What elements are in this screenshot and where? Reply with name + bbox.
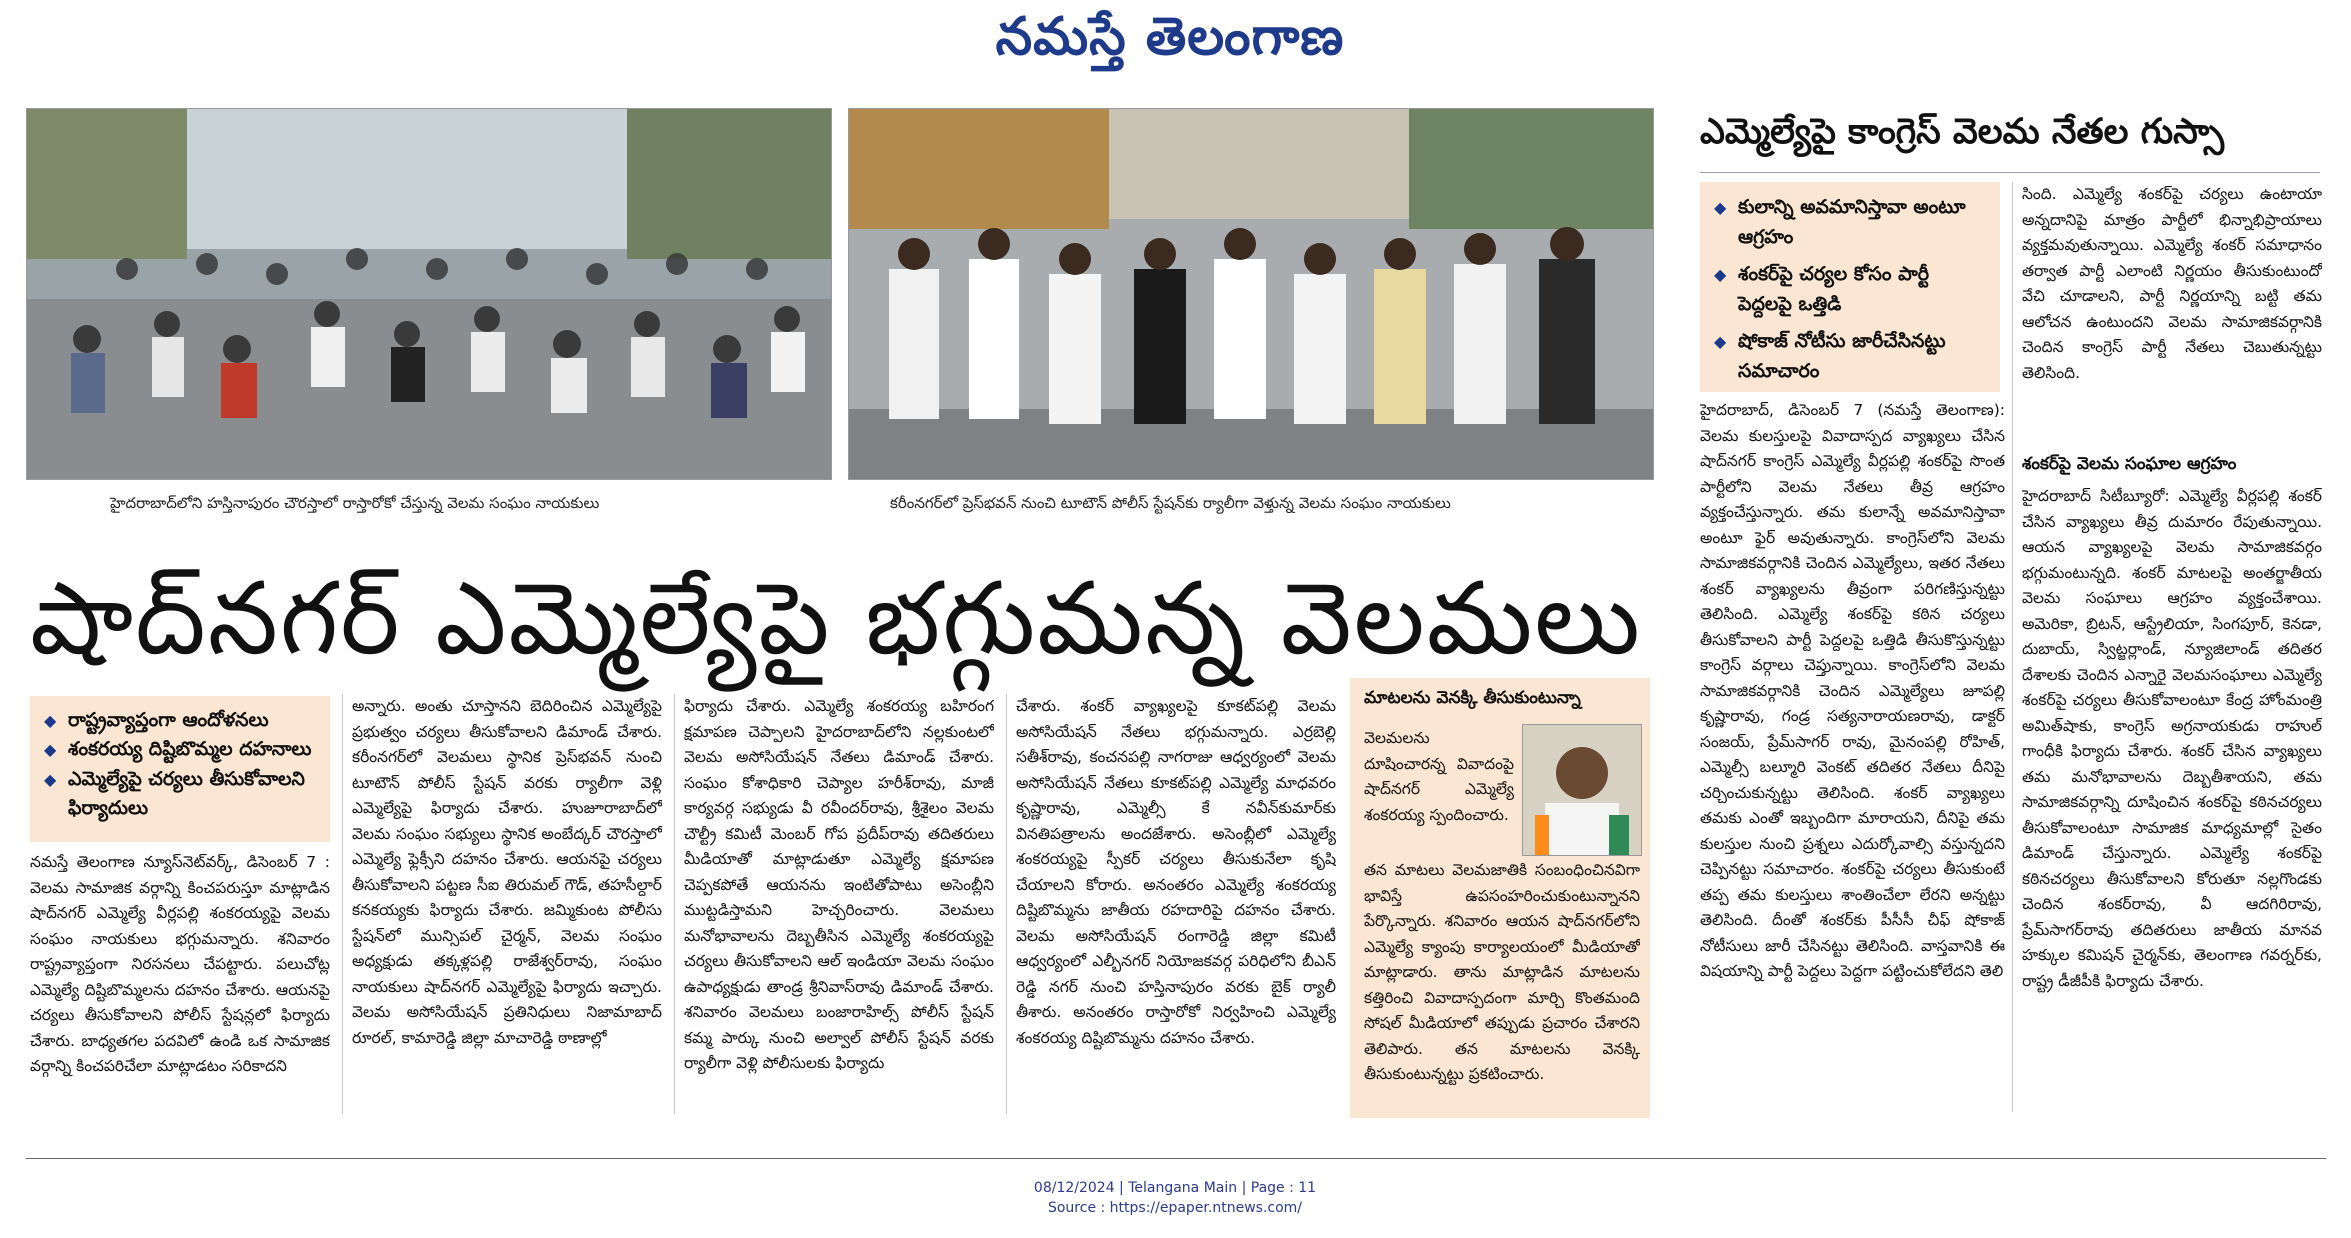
bullet-icon: ◆ — [1714, 264, 1727, 284]
mla-photo — [1522, 724, 1642, 856]
left-photo-caption: హైదరాబాద్‌లోని హస్తినాపురం చౌరస్తాలో రాస్తారోకో చేస్తున్న వెలమ సంఘం నాయకులు — [110, 494, 600, 512]
sidebar-body: తన మాటలు వెలమజాతికి సంబంధించినవిగా భావిస్తే ఉపసంహరించుకుంటున్నానని పేర్కొన్నారు. శనివారం ఆయన షాద్‌నగర్‌లోని ఎమ్మెల్యే క్యాంపు కార్యాలయంలో మీడియాతో మాట్లాడారు. తాను మాట్లాడిన మాటలను కత్తిరించి వివాదాస్పదంగా మార్చి కొంతమంది సోషల్ మీడియాలో తప్పుడు ప్రచారం చేశారని తెలిపారు. తన మాటలను వెనక్కి తీసుకుంటున్నట్టు ప్రకటించారు. — [1364, 861, 1640, 1083]
bullet-icon: ◆ — [1714, 198, 1727, 217]
right-article-col1: హైదరాబాద్, డిసెంబర్ 7 (నమస్తే తెలంగాణ): వెలమ కులస్తులపై వివాదాస్పద వ్యాఖ్యలు చేసిన షాద్‌నగర్ కాంగ్రెస్ ఎమ్మెల్యే వీర్లపల్లి శంకర్‌పై సొంత పార్టీలోని వెలమ నేతలు తీవ్ర ఆగ్రహం వ్యక్తంచేస్తున్నారు. తమ కులాన్నే అవమానిస్తావా అంటూ ఫైర్ అవుతున్నారు. కాంగ్రెస్‌లోని వెలమ సామాజికవర్గానికి చెందిన ఎమ్మెల్యేలు, ఇతర నేతలు శంకర్ వ్యాఖ్యలను తీవ్రంగా పరిగణిస్తున్నట్టు తెలిసింది. ఎమ్మెల్యే శంకర్‌పై కఠిన చర్యలు తీసుకోవాలని పార్టీ పెద్దలపై ఒత్తిడి తీసుకొస్తున్నట్టు కాంగ్రెస్ వర్గాలు చెప్తున్నాయి. కాంగ్రెస్‌లోని వెలమ సామాజికవర్గానికి చెందిన ఎమ్మెల్యేలు జూపల్లి కృష్ణారావు, గండ్ర సత్యనారాయణరావు, డాక్టర్ సంజయ్, ప్రేమ్‌సాగర్ రావు, మైనంపల్లి రోహిత్, ఎమ్మెల్సీ బల్మూరి వెంకట్ తదితర నేతలు దీనిపై చర్చించుకున్నట్టు తెలిసింది. శంకర్ వ్యాఖ్యలు తమకు ఎంతో ఇబ్బందిగా మారాయని, దీనిపై తమ కులస్తుల నుంచి ప్రశ్నలు ఎదుర్కోవాల్సి వస్తున్నదని చెప్పినట్టు సమాచారం. శంకర్‌పై చర్యలు తీసుకుంటే తప్ప తమ కులస్తులు శాంతించేలా లేరని అన్నట్టు తెలిసింది. దీంతో శంకర్‌కు పీసీసీ చీఫ్ షోకాజ్ నోటీసులు జారీ చేసినట్టు తెలిసింది. వాస్తవానికి ఈ విషయాన్ని పార్టీ పెద్దలు పెద్దగా పట్టించుకోలేదని తెలి — [1700, 401, 2005, 980]
sidebar-title: మాటలను వెనక్కి తీసుకుంటున్నా — [1364, 688, 1581, 708]
highlight-item: ◆ శంకరయ్య దిష్టిబొమ్మల దహనాలు — [44, 735, 316, 764]
highlight-item: ◆ ఎమ్మెల్యేపై చర్యలు తీసుకోవాలని ఫిర్యాదులు — [44, 767, 305, 820]
footer-date-page: 08/12/2024 | Telangana Main | Page : 11 — [1033, 1180, 1317, 1196]
masthead-logo: నమస్తే తెలంగాణ — [995, 6, 1345, 67]
highlight-item: ◆ కులాన్ని అవమానిస్తావా అంటూ ఆగ్రహం — [1714, 196, 1966, 249]
left-article-col3: ఫిర్యాదు చేశారు. ఎమ్మెల్యే శంకరయ్య బహిరంగ క్షమాపణ చెప్పాలని హైదరాబాద్‌లోని నల్లకుంటలో వెలమ అసోసియేషన్ నేతలు డిమాండ్ చేశారు. సంఘం కోశాధికారి చెప్యాల హరీశ్‌రావు, మాజీ కార్యవర్గ సభ్యుడు వీ రవీందర్‌రావు, శ్రీశైలం వెలమ చౌల్ట్రీ కమిటీ మెంబర్ గోప ప్రదీప్‌రావు తదితరులు మీడియాతో మాట్లాడుతూ ఎమ్మెల్యే క్షమాపణ చెప్పకపోతే ఆయనను ఇంటితోపాటు అసెంబ్లీని ముట్టడిస్తామని హెచ్చరించారు. వెలమలు మనోభావాలను దెబ్బతీసిన ఎమ్మెల్యే శంకరయ్యపై చర్యలు తీసుకోవాలని ఆల్ ఇండియా వెలమ సంఘం ఉపాధ్యక్షుడు తాండ్ర శ్రీనివాస్‌రావు డిమాండ్ చేశారు. శనివారం వెలమలు బంజారాహిల్స్ పోలీస్ స్టేషన్ కమ్మ పార్కు నుంచి అల్వాల్ పోలీస్ స్టేషన్ వరకు ర్యాలీగా వెళ్లి పోలీసులకు ఫిర్యాదు — [684, 697, 994, 1072]
protest-photo-left — [26, 108, 832, 480]
footer-source[interactable]: Source : https://epaper.ntnews.com/ — [1047, 1200, 1303, 1216]
bullet-icon: ◆ — [44, 711, 57, 730]
bullet-icon: ◆ — [44, 769, 57, 789]
highlight-item: ◆ షోకాజ్ నోటీసు జారీచేసినట్టు సమాచారం — [1714, 329, 1946, 382]
right-article-subhead: శంకర్‌పై వెలమ సంఘాల ఆగ్రహం — [2022, 454, 2237, 474]
main-headline: షాద్‌నగర్ ఎమ్మెల్యేపై భగ్గుమన్న వెలమలు — [30, 560, 1642, 677]
bullet-icon: ◆ — [1714, 331, 1727, 351]
right-article-col2-bottom: హైదరాబాద్ సిటీబ్యూరో: ఎమ్మెల్యే వీర్లపల్లి శంకర్ చేసిన వ్యాఖ్యలు తీవ్ర దుమారం రేపుతున్నాయి. ఆయన వ్యాఖ్యలపై వెలమ సామాజికవర్గం భగ్గుమంటున్నది. శంకర్ మాటలపై అంతర్జాతీయ వెలమ సంఘాలు ఆగ్రహం వ్యక్తంచేశాయి. అమెరికా, బ్రిటన్, ఆస్ట్రేలియా, సింగపూర్, కెనడా, దుబాయ్, స్విట్జర్లాండ్, న్యూజిలాండ్ తదితర దేశాలకు చెందిన ఎన్నారై వెలమసంఘాలు ఎమ్మెల్యే శంకర్‌పై చర్యలు తీసుకోవాలంటూ కేంద్ర హోంమంత్రి అమిత్‌షాకు, కాంగ్రెస్ అగ్రనాయకుడు రాహుల్ గాంధీకి ఫిర్యాదు చేశారు. శంకర్ చేసిన వ్యాఖ్యలు తమ మనోభావాలను దెబ్బతీశాయని, తమ సామాజికవర్గాన్ని దూషించిన శంకర్‌పై కఠినచర్యలు తీసుకోవాలంటూ సామాజిక మాధ్యమాల్లో సైతం డిమాండ్ చేస్తున్నారు. ఎమ్మెల్యే శంకర్‌పై కఠినచర్యలు తీసుకోవాలని కోరుతూ నల్లగొండకు చెందిన శంకర్‌రావు, వీ ఆదగిరిరావు, ప్రేమ్‌సాగర్‌రావు తదితరులు జాతీయ మానవ హక్కుల కమిషన్ చైర్మన్‌కు, తెలంగాణ గవర్నర్‌కు, రాష్ట్ర డీజీపీకి ఫిర్యాదు చేశారు. — [2022, 487, 2322, 990]
rally-photo-right — [848, 108, 1654, 480]
left-article-col1: నమస్తే తెలంగాణ న్యూస్‌నెట్‌వర్క్, డిసెంబర్ 7 : వెలమ సామాజిక వర్గాన్ని కించపరుస్తూ మాట్లాడిన షాద్‌నగర్ ఎమ్మెల్యే వీర్లపల్లి శంకరయ్యపై వెలమ సంఘం నాయకులు భగ్గుమన్నారు. శనివారం రాష్ట్రవ్యాప్తంగా నిరసనలు చేపట్టారు. పలుచోట్ల ఎమ్మెల్యే దిష్టిబొమ్మలను దహనం చేశారు. ఆయనపై చర్యలు తీసుకోవాలని పోలీస్ స్టేషన్లలో ఫిర్యాదు చేశారు. బాధ్యతగల పదవిలో ఉండి ఒక సామాజిక వర్గాన్ని కించపరిచేలా మాట్లాడటం సరికాదని — [30, 853, 330, 1075]
highlight-item: ◆ రాష్ట్రవ్యాప్తంగా ఆందోళనలు — [44, 706, 316, 735]
right-highlights-box — [1700, 182, 2000, 392]
left-article-col4: చేశారు. శంకర్ వ్యాఖ్యలపై కూకట్‌పల్లి వెలమ అసోసియేషన్ నేతలు భగ్గుమన్నారు. ఎర్రబెల్లి సతీశ్‌రావు, కంచనపల్లి నాగరాజు ఆధ్వర్యంలో వెలమ అసోసియేషన్ నేతలు కూకట్‌పల్లి ఎమ్మెల్యే మాధవరం కృష్ణారావు, ఎమ్మెల్సీ కే నవీన్‌కుమార్‌కు వినతిపత్రాలను అందజేశారు. అసెంబ్లీలో ఎమ్మెల్యే శంకరయ్యపై స్పీకర్ చర్యలు తీసుకునేలా కృషి చేయాలని కోరారు. అనంతరం ఎమ్మెల్యే శంకరయ్య దిష్టిబొమ్మను జాతీయ రహదారిపై దహనం చేశారు. వెలమ అసోసియేషన్ రంగారెడ్డి జిల్లా కమిటీ ఆధ్వర్యంలో ఎల్బీనగర్ నియోజకవర్గ పరిధిలోని బీఎన్ రెడ్డి నగర్ నుంచి హస్తినాపురం వరకు బైక్ ర్యాలీ తీశారు. అనంతరం రాస్తారోకో నిర్వహించి ఎమ్మెల్యే శంకరయ్య దిష్టిబొమ్మను దహనం చేశారు. — [1016, 697, 1336, 1047]
right-photo-caption: కరీంనగర్‌లో ప్రెస్‌భవన్ నుంచి టూటౌన్ పోలీస్ స్టేషన్‌కు ర్యాలీగా వెళ్తున్న వెలమ సంఘం నాయకులు — [890, 494, 1451, 512]
highlight-item: ◆ శంకర్‌పై చర్యల కోసం పార్టీ పెద్దలపై ఒత్తిడి — [1714, 262, 1929, 316]
right-article-headline: ఎమ్మెల్యేపై కాంగ్రెస్ వెలమ నేతల గుస్సా — [1700, 112, 2320, 178]
right-article-col2-top: సింది. ఎమ్మెల్యే శంకర్‌పై చర్యలు ఉంటాయా అన్నదానిపై మాత్రం పార్టీలో భిన్నాభిప్రాయాలు వ్యక్తమవుతున్నాయి. ఎమ్మెల్యే శంకర్ సమాధానం తర్వాత పార్టీ ఎలాంటి నిర్ణయం తీసుకుంటుందో వేచి చూడాలని, పార్టీ నిర్ణయాన్ని బట్టి తమ ఆలోచన ఉంటుందని వెలమ సామాజికవర్గానికి చెందిన కాంగ్రెస్ పార్టీ నేతలు చెబుతున్నట్టు తెలిసింది. — [2022, 185, 2322, 382]
left-highlights-box — [30, 696, 330, 842]
bullet-icon: ◆ — [44, 740, 57, 760]
sidebar-box — [1350, 678, 1650, 1118]
left-article-col2: అన్నారు. అంతు చూస్తానని బెదిరించిన ఎమ్మెల్యేపై ప్రభుత్వం చర్యలు తీసుకోవాలని డిమాండ్ చేశారు. కరీంనగర్‌లో వెలమలు స్థానిక ప్రెస్‌భవన్ నుంచి టూటౌన్ పోలీస్ స్టేషన్ వరకు ర్యాలీగా వెళ్లి ఎమ్మెల్యేపై ఫిర్యాదు చేశారు. హుజూరాబాద్‌లో వెలమ సంఘం సభ్యులు స్థానిక అంబేద్కర్ చౌరస్తాలో ఎమ్మెల్యే ఫ్లెక్సీని దహనం చేశారు. ఆయనపై చర్యలు తీసుకోవాలని పట్టణ సీఐ తిరుమల్ గౌడ్, తహసీల్దార్ కనకయ్యకు ఫిర్యాదు చేశారు. జమ్మికుంట పోలీసు స్టేషన్‌లో మున్సిపల్ చైర్మన్, వెలమ సంఘం అధ్యక్షుడు తక్కళ్లపల్లి రాజేశ్వర్‌రావు, సంఘం నాయకులు షాద్‌నగర్ ఎమ్మెల్యేపై ఫిర్యాదు ఇచ్చారు. వెలమ అసోసియేషన్ ప్రతినిధులు నిజామాబాద్ రూరల్, కామారెడ్డి జిల్లా మాచారెడ్డి ఠాణాల్లో — [352, 697, 662, 1047]
sidebar-lead: వెలమలను దూషించారన్న వివాదంపై షాద్‌నగర్ ఎమ్మెల్యే శంకరయ్య స్పందించారు. — [1364, 729, 1514, 824]
